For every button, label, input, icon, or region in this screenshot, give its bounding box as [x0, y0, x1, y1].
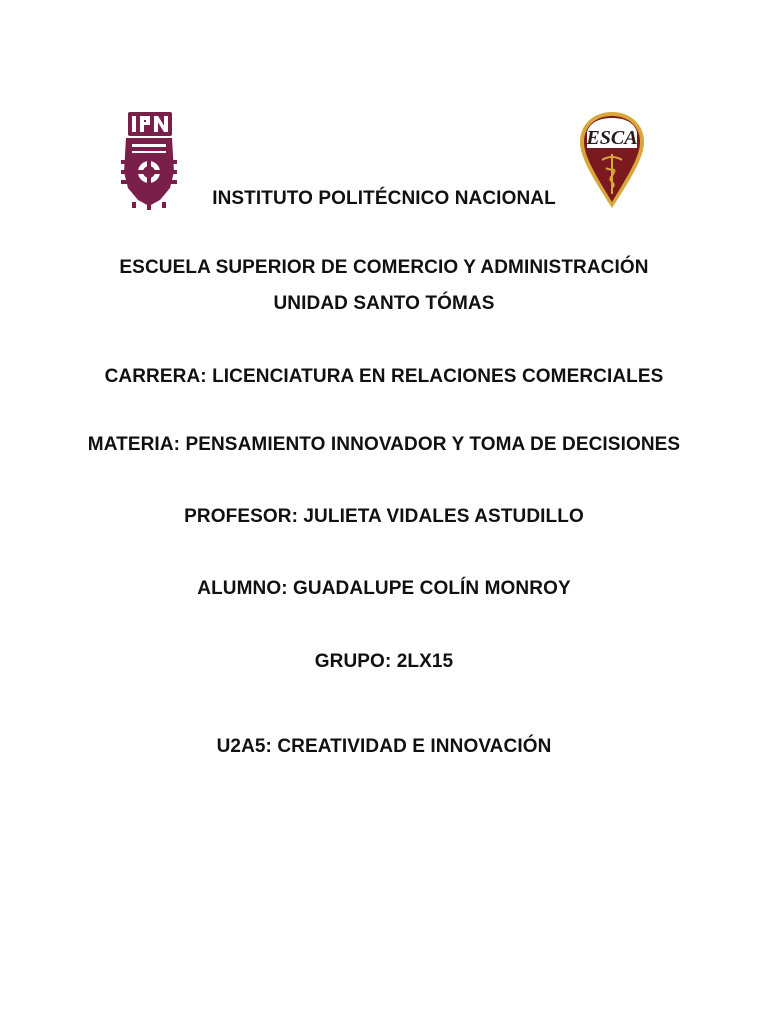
institution-title: INSTITUTO POLITÉCNICO NACIONAL — [212, 188, 556, 209]
school-name: ESCUELA SUPERIOR DE COMERCIO Y ADMINISTRACIÓN — [119, 257, 649, 278]
student-line: ALUMNO: GUADALUPE COLÍN MONROY — [197, 578, 571, 599]
group-line: GRUPO: 2LX15 — [314, 651, 454, 672]
svg-text:ESCA: ESCA — [586, 127, 638, 149]
school-unit: UNIDAD SANTO TÓMAS — [273, 293, 495, 314]
career-line: CARRERA: LICENCIATURA EN RELACIONES COMERCIALES — [104, 366, 664, 387]
subject-line: MATERIA: PENSAMIENTO INNOVADOR Y TOMA DE DECISIONES — [87, 434, 681, 455]
assignment-line: U2A5: CREATIVIDAD E INNOVACIÓN — [216, 736, 552, 757]
professor-line: PROFESOR: JULIETA VIDALES ASTUDILLO — [184, 506, 584, 527]
